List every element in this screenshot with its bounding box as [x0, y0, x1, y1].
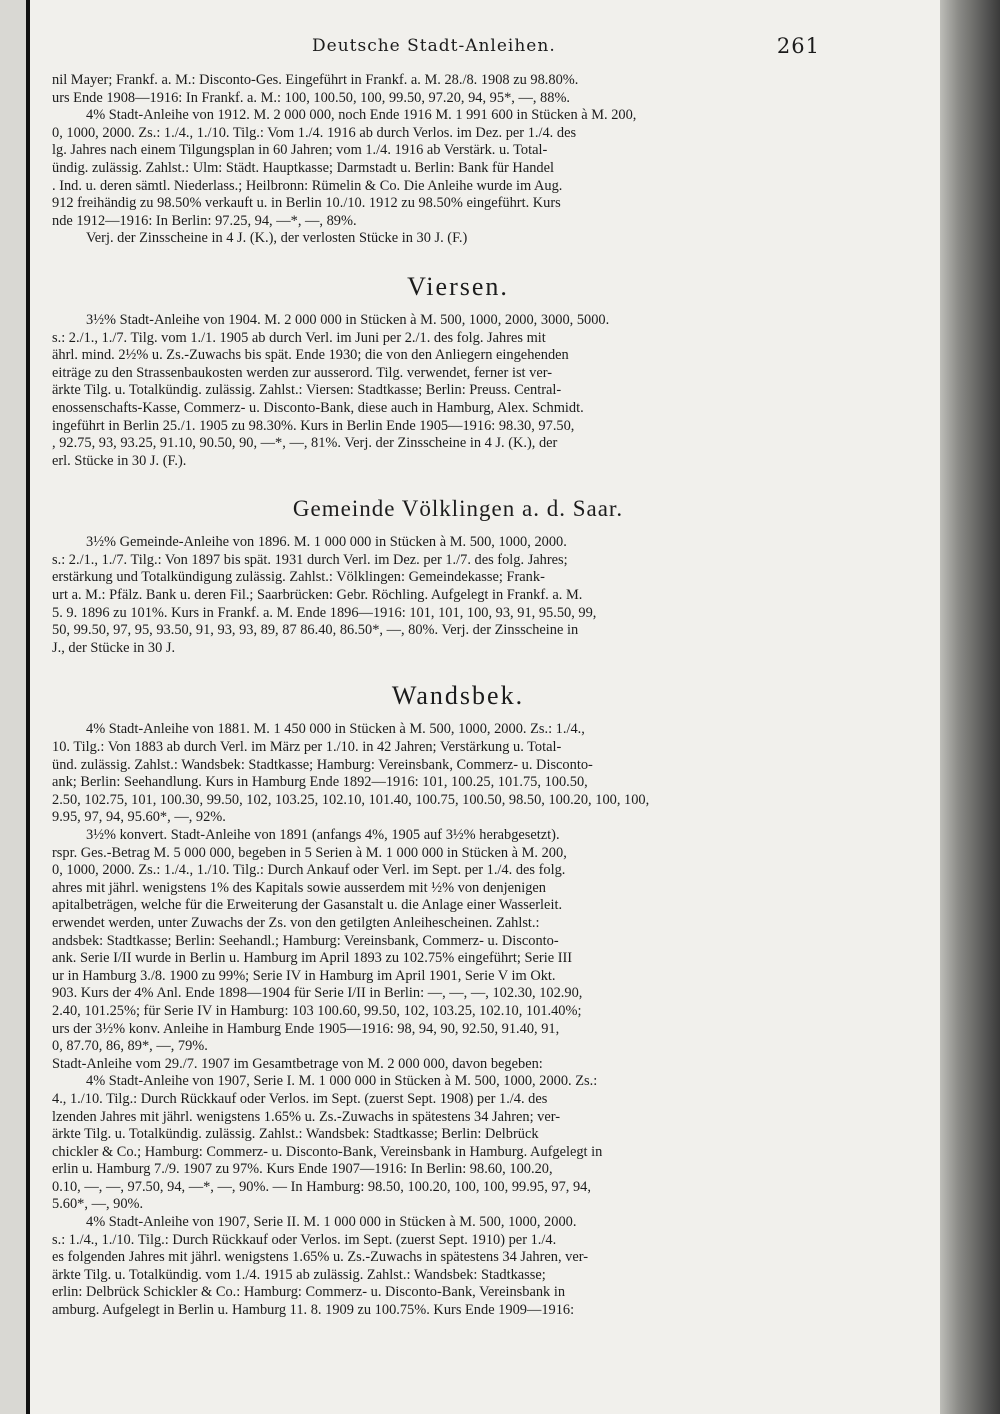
running-title: Deutsche Stadt-Anleihen.: [312, 36, 556, 56]
text-line: rspr. Ges.-Betrag M. 5 000 000, begeben in 5 Serien à M. 1 000 000 in Stücken à M. 200,: [52, 844, 567, 861]
text-line: erwendet werden, unter Zuwachs der Zs. von den getilgten Anleihescheinen. Zahlst.:: [52, 914, 540, 931]
text-line: urs Ende 1908—1916: In Frankf. a. M.: 100, 100.50, 100, 99.50, 97.20, 94, 95*, —, 88%.: [52, 89, 571, 106]
text-line: ärkte Tilg. u. Totalkündig. zulässig. Zahlst.: Wandsbek: Stadtkasse; Berlin: Delbrück: [52, 1126, 539, 1143]
text-line: 50, 99.50, 97, 95, 93.50, 91, 93, 93, 89, 87 86.40, 86.50*, —, 80%. Verj. der Zinsscheine in: [52, 622, 579, 639]
text-line: chickler & Co.; Hamburg: Commerz- u. Disconto-Bank, Vereinsbank in Hamburg. Aufgelegt in: [52, 1143, 603, 1160]
text-line: lzenden Jahres mit jährl. wenigstens 1.65% u. Zs.-Zuwachs in spätestens 34 Jahren; ver-: [52, 1108, 561, 1125]
text-line: urt a. M.: Pfälz. Bank u. deren Fil.; Saarbrücken: Gebr. Röchling. Aufgelegt in Frankf. a. M.: [52, 587, 583, 604]
text-line: 4% Stadt-Anleihe von 1881. M. 1 450 000 in Stücken à M. 500, 1000, 2000. Zs.: 1./4.,: [86, 721, 585, 738]
text-line: eiträge zu den Strassenbaukosten werden zur ausserord. Tilg. verwendet, ferner ist ver-: [52, 364, 553, 381]
running-header: [30, 36, 940, 60]
text-line: . Ind. u. deren sämtl. Niederlass.; Heilbronn: Rümelin & Co. Die Anleihe wurde im Aug.: [52, 177, 563, 194]
text-line: es folgenden Jahres mit jährl. wenigstens 1.65% u. Zs.-Zuwachs in spätestens 34 Jahren, ver-: [52, 1249, 589, 1266]
text-line: erl. Stücke in 30 J. (F.).: [52, 452, 187, 469]
text-line: lg. Jahres nach einem Tilgungsplan in 60 Jahren; vom 1./4. 1916 ab Verstärk. u. Total-: [52, 142, 548, 159]
text-line: 5. 9. 1896 zu 101%. Kurs in Frankf. a. M. Ende 1896—1916: 101, 101, 100, 93, 91, 95.50, 99,: [52, 604, 597, 621]
text-line: Stadt-Anleihe vom 29./7. 1907 im Gesamtbetrage von M. 2 000 000, davon begeben:: [52, 1055, 543, 1072]
text-line: apitalbeträgen, welche für die Erweiterung der Gasanstalt u. die Anlage einer Wasserleit.: [52, 897, 563, 914]
text-line: ünd. zulässig. Zahlst.: Wandsbek: Stadtkasse; Hamburg: Vereinsbank, Commerz- u. Disconto-: [52, 756, 593, 773]
city-section: [52, 484, 864, 657]
city-section: [52, 262, 864, 470]
text-line: ährl. mind. 2½% u. Zs.-Zuwachs bis spät. Ende 1930; die von den Anliegern eingehenden: [52, 347, 569, 364]
text-line: 2.40, 101.25%; für Serie IV in Hamburg: 103 100.60, 99.50, 102, 103.25, 102.10, 101.40%;: [52, 1002, 582, 1019]
text-line: ärkte Tilg. u. Totalkündig. zulässig. Zahlst.: Viersen: Stadtkasse; Berlin: Preuss. Central-: [52, 382, 562, 399]
text-line: 912 freihändig zu 98.50% verkauft u. in Berlin 10./10. 1912 zu 98.50% eingeführt. Kurs: [52, 195, 561, 212]
text-line: amburg. Aufgelegt in Berlin u. Hamburg 11. 8. 1909 zu 100.75%. Kurs Ende 1909—1916:: [52, 1302, 575, 1319]
text-line: ank. Serie I/II wurde in Berlin u. Hamburg im April 1893 zu 102.75% eingeführt; Serie III: [52, 950, 573, 967]
text-line: erlin u. Hamburg 7./9. 1907 zu 97%. Kurs Ende 1907—1916: In Berlin: 98.60, 100.20,: [52, 1161, 553, 1178]
page-number: 261: [776, 34, 820, 58]
text-line: ur in Hamburg 3./8. 1900 zu 99%; Serie IV in Hamburg im April 1901, Serie V im Okt.: [52, 967, 556, 984]
text-line: 3½% Stadt-Anleihe von 1904. M. 2 000 000 in Stücken à M. 500, 1000, 2000, 3000, 5000.: [86, 311, 610, 328]
city-heading: Gemeinde Völklingen a. d. Saar.: [292, 496, 624, 522]
page-body: [52, 72, 864, 1320]
text-line: ingeführt in Berlin 25./1. 1905 zu 98.30%. Kurs in Berlin Ende 1905—1916: 98.30, 97.50,: [52, 417, 575, 434]
adjacent-page-edge: [0, 0, 26, 1414]
text-line: ärkte Tilg. u. Totalkündig. vom 1./4. 1915 ab zulässig. Zahlst.: Wandsbek: Stadtkasse;: [52, 1266, 546, 1283]
text-line: s.: 1./4., 1./10. Tilg.: Durch Rückkauf oder Verlos. im Sept. (zuerst Sept. 1910) per 1./4.: [52, 1231, 557, 1248]
text-line: Verj. der Zinsscheine in 4 J. (K.), der verlosten Stücke in 30 J. (F.): [86, 230, 468, 247]
text-line: 4% Stadt-Anleihe von 1907, Serie I. M. 1 000 000 in Stücken à M. 500, 1000, 2000. Zs.:: [86, 1073, 598, 1090]
text-line: 0.10, —, —, 97.50, 94, —*, —, 90%. — In Hamburg: 98.50, 100.20, 100, 100, 99.95, 97, 94,: [52, 1178, 591, 1195]
text-line: nil Mayer; Frankf. a. M.: Disconto-Ges. Eingeführt in Frankf. a. M. 28./8. 1908 zu 98.80%.: [52, 72, 579, 88]
text-line: andsbek: Stadtkasse; Berlin: Seehandl.; Hamburg: Vereinsbank, Commerz- u. Disconto-: [52, 932, 559, 949]
text-line: 4% Stadt-Anleihe von 1907, Serie II. M. 1 000 000 in Stücken à M. 500, 1000, 2000.: [86, 1214, 577, 1231]
city-heading: Wandsbek.: [391, 681, 525, 711]
text-line: J., der Stücke in 30 J.: [52, 639, 176, 656]
text-line: 0, 1000, 2000. Zs.: 1./4., 1./10. Tilg.: Vom 1./4. 1916 ab durch Verlos. im Dez. per 1./4. des: [52, 124, 577, 141]
text-line: s.: 2./1., 1./7. Tilg.: Von 1897 bis spät. 1931 durch Verl. im Dez. per 1./7. des folg. Jahres;: [52, 551, 568, 568]
text-line: 0, 1000, 2000. Zs.: 1./4., 1./10. Tilg.: Durch Ankauf oder Verl. im Sept. per 1./4. des folg.: [52, 862, 566, 879]
text-line: 10. Tilg.: Von 1883 ab durch Verl. im März per 1./10. in 42 Jahren; Verstärkung u. Total-: [52, 739, 562, 756]
text-line: erlin: Delbrück Schickler & Co.: Hamburg: Commerz- u. Disconto-Bank, Vereinsbank in: [52, 1284, 566, 1301]
text-line: 5.60*, —, 90%.: [52, 1196, 144, 1213]
text-line: 2.50, 102.75, 101, 100.30, 99.50, 102, 103.25, 102.10, 101.40, 100.75, 100.50, 98.50, 100.20, 100, 100,: [52, 791, 650, 808]
book-page: [30, 0, 940, 1414]
page-edge-shadow: [940, 0, 1000, 1414]
text-line: ank; Berlin: Seehandlung. Kurs in Hamburg Ende 1892—1916: 101, 100.25, 101.75, 100.50,: [52, 774, 588, 791]
text-line: 3½% Gemeinde-Anleihe von 1896. M. 1 000 000 in Stücken à M. 500, 1000, 2000.: [86, 534, 567, 551]
text-line: urs der 3½% konv. Anleihe in Hamburg Ende 1905—1916: 98, 94, 90, 92.50, 91.40, 91,: [52, 1020, 560, 1037]
text-line: nde 1912—1916: In Berlin: 97.25, 94, —*, —, 89%.: [52, 212, 357, 229]
text-line: ündig. zulässig. Zahlst.: Ulm: Städt. Hauptkasse; Darmstadt u. Berlin: Bank für Handel: [52, 159, 554, 176]
text-line: 9.95, 97, 94, 95.60*, —, 92%.: [52, 809, 226, 826]
text-line: 4% Stadt-Anleihe von 1912. M. 2 000 000, noch Ende 1916 M. 1 991 600 in Stücken à M. 200,: [86, 107, 637, 124]
text-line: 3½% konvert. Stadt-Anleihe von 1891 (anfangs 4%, 1905 auf 3½% herabgesetzt).: [86, 827, 560, 843]
city-heading: Viersen.: [407, 271, 509, 301]
text-line: s.: 2./1., 1./7. Tilg. vom 1./1. 1905 ab durch Verl. im Juni per 2./1. des folg. Jahres mit: [52, 329, 546, 346]
text-line: 0, 87.70, 86, 89*, —, 79%.: [52, 1038, 208, 1055]
city-section: [52, 671, 864, 1319]
city-section: [52, 72, 864, 248]
text-line: ahres mit jährl. wenigstens 1% des Kapitals sowie ausserdem mit ½% von denjenigen: [52, 879, 546, 896]
text-line: , 92.75, 93, 93.25, 91.10, 90.50, 90, —*, —, 81%. Verj. der Zinsscheine in 4 J. (K.), der: [52, 435, 558, 452]
text-line: 4., 1./10. Tilg.: Durch Rückkauf oder Verlos. im Sept. (zuerst Sept. 1908) per 1./4. des: [52, 1090, 548, 1107]
text-line: 903. Kurs der 4% Anl. Ende 1898—1904 für Serie I/II in Berlin: —, —, —, 102.30, 102.90,: [52, 985, 583, 1002]
text-line: enossenschafts-Kasse, Commerz- u. Disconto-Bank, diese auch in Hamburg, Alex. Schmidt.: [52, 399, 584, 416]
text-line: erstärkung und Totalkündigung zulässig. Zahlst.: Völklingen: Gemeindekasse; Frank-: [52, 569, 545, 586]
